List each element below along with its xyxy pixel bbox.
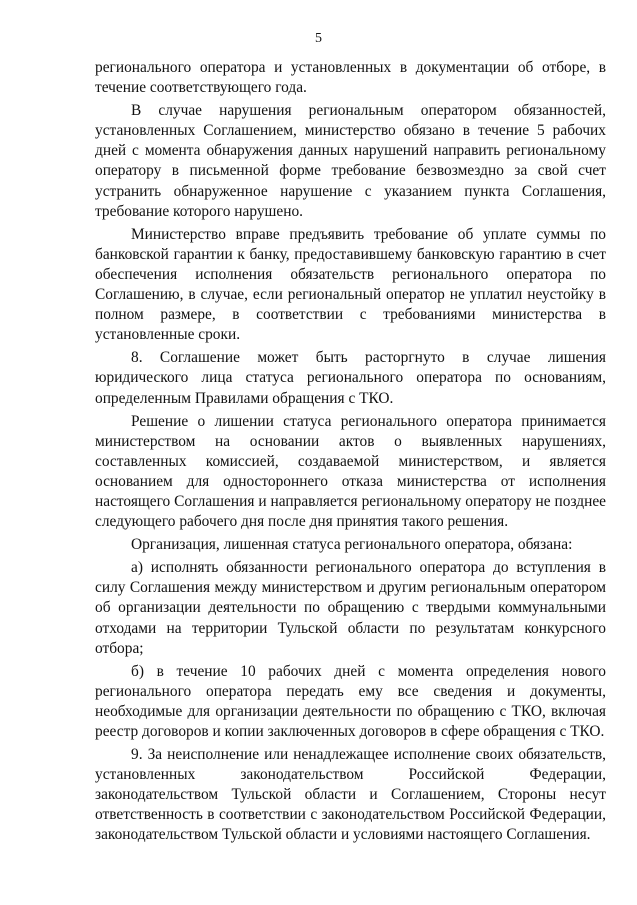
paragraph-clause-9: 9. За неисполнение или ненадлежащее исполнение своих обязательств, установленных законодательством Российской Федерации, законодательством Тульской области и Соглашением, Стороны несут ответственность в соответствии с законодательством Российской Федерации, законодательством Тульской области и условиями настоящего Соглашения.	[95, 746, 606, 844]
paragraph-status-revocation: Решение о лишении статуса регионального оператора принимается министерством на основании актов о выявленных нарушениях, составленных комиссией, создаваемой министерством, и является основанием для одностороннего отказа министерства от исполнения настоящего Соглашения и направляется региональному оператору не позднее следующего рабочего дня после дня принятия такого решения.	[95, 412, 606, 531]
paragraph-bank-guarantee: Министерство вправе предъявить требование об уплате суммы по банковской гарантии к банку, предоставившему банковскую гарантию в счет обеспечения исполнения обязательств регионального оператора по Соглашению, в случае, если региональный оператор не уплатил неустойку в полном размере, в соответствии с требованиями министерства в установленные сроки.	[95, 225, 606, 344]
paragraph-clause-8: 8. Соглашение может быть расторгнуто в случае лишения юридического лица статуса регионального оператора по основаниям, определенным Правилами обращения с ТКО.	[95, 349, 606, 407]
paragraph-obligation-a: а) исполнять обязанности регионального оператора до вступления в силу Соглашения между министерством и другим региональным оператором об организации деятельности по обращению с твердыми коммунальными отходами на территории Тульской области по результатам конкурсного отбора;	[95, 559, 606, 657]
paragraph-obligation-b: б) в течение 10 рабочих дней с момента определения нового регионального оператора передать ему все сведения и документы, необходимые для организации деятельности по обращению с ТКО, включая реестр договоров и копии заключенных договоров в сфере обращения с ТКО.	[95, 662, 606, 740]
paragraph-violation-notice: В случае нарушения региональным оператором обязанностей, установленных Соглашением, министерство обязано в течение 5 рабочих дней с момента обнаружения данных нарушений направить региональному оператору в письменной форме требование безвозмездно за свой счет устранить обнаруженное нарушение с указанием пункта Соглашения, требование которого нарушено.	[95, 102, 606, 220]
page-number: 5	[315, 31, 322, 46]
paragraph-continuation: регионального оператора и установленных в документации об отборе, в течение соответствующего года.	[95, 59, 606, 97]
paragraph-obligations-intro: Организация, лишенная статуса регионального оператора, обязана:	[131, 536, 573, 554]
document-body	[95, 58, 606, 849]
